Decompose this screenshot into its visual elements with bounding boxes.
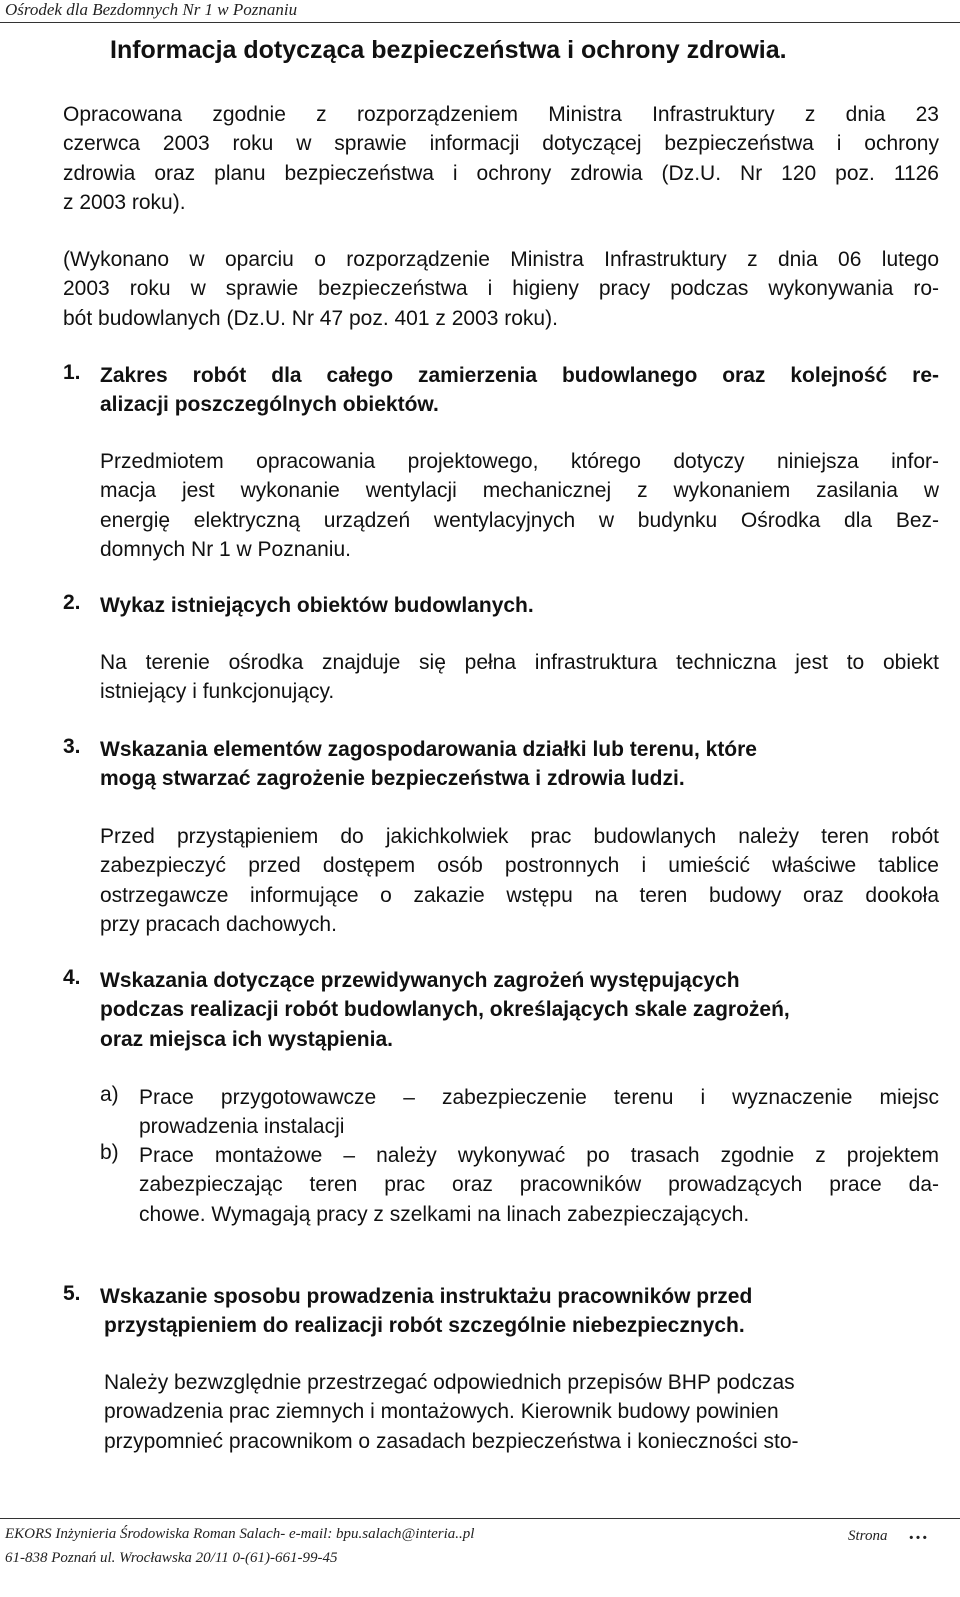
- section-body: [100, 648, 939, 707]
- section-number: 2.: [63, 591, 81, 614]
- text-line: zdrowia oraz planu bezpieczeństwa i ochrony zdrowia (Dz.U. Nr 120 poz. 1126: [63, 161, 939, 185]
- text-line: Prace przygotowawcze – zabezpieczenie terenu i wyznaczenie miejsc: [139, 1086, 939, 1109]
- text-line: prowadzenia instalacji: [139, 1115, 345, 1139]
- text-line: macja jest wykonanie wentylacji mechanicznej z wykonaniem zasilania w: [100, 479, 939, 503]
- text-line: podczas realizacji robót budowlanych, określających skale zagrożeń,: [100, 998, 790, 1022]
- text-line: przystąpieniem do realizacji robót szczególnie niebezpiecznych.: [104, 1314, 745, 1338]
- text-line: Przed przystąpieniem do jakichkolwiek prac budowlanych należy teren robót: [100, 825, 939, 848]
- text-line: Wykaz istniejących obiektów budowlanych.: [100, 594, 534, 617]
- text-line: czerwca 2003 roku w sprawie informacji dotyczącej bezpieczeństwa i ochrony: [63, 132, 939, 156]
- text-line: 2003 roku w sprawie bezpieczeństwa i higieny pracy podczas wykonywania ro-: [63, 277, 939, 301]
- text-line: zabezpieczyć przed dostępem osób postronnych i umieścić właściwe tablice: [100, 854, 939, 878]
- document-title: Informacja dotycząca bezpieczeństwa i ochrony zdrowia.: [110, 36, 787, 64]
- intro-paragraph: [63, 100, 939, 217]
- section-body: [100, 822, 939, 939]
- text-line: Należy bezwzględnie przestrzegać odpowiednich przepisów BHP podczas: [104, 1371, 795, 1394]
- text-line: istniejący i funkcjonujący.: [100, 680, 335, 704]
- text-line: oraz miejsca ich wystąpienia.: [100, 1027, 393, 1051]
- text-line: Prace montażowe – należy wykonywać po trasach zgodnie z projektem: [139, 1144, 939, 1167]
- text-line: Wskazania dotyczące przewidywanych zagrożeń występujących: [100, 969, 740, 992]
- list-item-label: b): [100, 1141, 119, 1164]
- page-number: …: [908, 1522, 928, 1544]
- footer-address: 61-838 Poznań ul. Wrocławska 20/11 0-(61)-661-99-45: [5, 1550, 338, 1566]
- text-line: Opracowana zgodnie z rozporządzeniem Ministra Infrastruktury z dnia 23: [63, 103, 939, 126]
- footer-contact: EKORS Inżynieria Środowiska Roman Salach- e-mail: bpu.salach@interia..pl: [5, 1526, 475, 1542]
- text-line: alizacji poszczególnych obiektów.: [100, 393, 439, 417]
- text-line: ostrzegawcze informujące o zakazie wstępu na teren budowy oraz dookoła: [100, 883, 939, 907]
- section-number: 3.: [63, 735, 81, 758]
- section-number: 5.: [63, 1282, 81, 1305]
- text-line: Wskazanie sposobu prowadzenia instruktażu pracowników przed: [100, 1285, 753, 1308]
- section-title: [100, 1282, 752, 1341]
- page-label: Strona: [848, 1528, 888, 1544]
- section-title: [100, 361, 939, 420]
- text-line: zabezpieczając teren prac oraz pracowników prowadzących prace da-: [139, 1173, 939, 1197]
- text-line: z 2003 roku).: [63, 190, 186, 214]
- header-divider: [0, 22, 960, 23]
- section-number: 1.: [63, 361, 81, 384]
- footer-divider: [0, 1518, 960, 1519]
- section-body: [104, 1368, 939, 1456]
- list-item-label: a): [100, 1083, 119, 1106]
- text-line: energię elektryczną urządzeń wentylacyjnych w budynku Ośrodka dla Bez-: [100, 508, 939, 532]
- text-line: domnych Nr 1 w Poznaniu.: [100, 537, 351, 561]
- text-line: chowe. Wymagają pracy z szelkami na linach zabezpieczających.: [139, 1202, 750, 1226]
- section-body: [100, 447, 939, 564]
- section-title: [100, 591, 534, 620]
- text-line: Zakres robót dla całego zamierzenia budowlanego oraz kolejność re-: [100, 364, 939, 387]
- text-line: Na terenie ośrodka znajduje się pełna infrastruktura techniczna jest to obiekt: [100, 651, 939, 674]
- section-number: 4.: [63, 966, 81, 989]
- page-header: Ośrodek dla Bezdomnych Nr 1 w Poznaniu: [5, 0, 298, 19]
- basis-paragraph: [63, 245, 939, 333]
- text-line: bót budowlanych (Dz.U. Nr 47 poz. 401 z 2003 roku).: [63, 306, 558, 330]
- section-title: [100, 735, 757, 794]
- section-title: [100, 966, 790, 1054]
- list-item: [139, 1083, 939, 1142]
- text-line: prowadzenia prac ziemnych i montażowych. Kierownik budowy powinien: [104, 1400, 779, 1424]
- list-item: [139, 1141, 939, 1229]
- text-line: mogą stwarzać zagrożenie bezpieczeństwa i zdrowia ludzi.: [100, 767, 685, 791]
- text-line: (Wykonano w oparciu o rozporządzenie Ministra Infrastruktury z dnia 06 lutego: [63, 248, 939, 271]
- text-line: Wskazania elementów zagospodarowania działki lub terenu, które: [100, 738, 757, 761]
- text-line: przy pracach dachowych.: [100, 912, 337, 936]
- text-line: Przedmiotem opracowania projektowego, którego dotyczy niniejsza infor-: [100, 450, 939, 473]
- text-line: przypomnieć pracownikom o zasadach bezpieczeństwa i konieczności sto-: [104, 1429, 799, 1453]
